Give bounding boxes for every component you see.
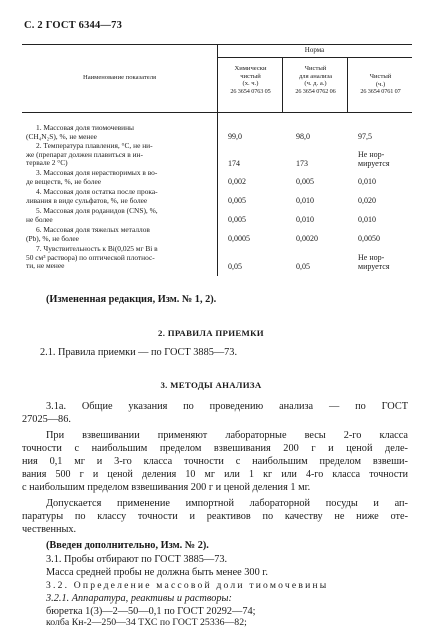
row-name-line: (Pb), %, не более	[26, 233, 79, 243]
paragraph-line	[46, 429, 408, 442]
paragraph-line: ния 0,1 мг и 3-го класса точности с наибольшим пределом взвеши-	[22, 456, 408, 467]
okp-code: 26 3654 0763 05	[230, 87, 271, 95]
table-cell: 0,002	[228, 177, 246, 186]
table-cell: 0,05	[228, 262, 242, 271]
row-name-line: 3. Массовая доля нерастворимых в во-	[36, 168, 158, 177]
table-cell: 0,005	[228, 196, 246, 205]
column-header-ch	[348, 73, 413, 96]
paragraph-line	[22, 442, 408, 455]
section-heading: 2. ПРАВИЛА ПРИЕМКИ	[158, 328, 264, 338]
paragraph-line: 3.1а. Общие указания по проведению анализа — по ГОСТ	[46, 401, 408, 412]
table-cell: 0,0050	[358, 234, 380, 243]
table-cell: 0,010	[358, 215, 376, 224]
row-name-line: не более	[26, 214, 53, 224]
row-name-line: ливания в виде сульфатов, %, не более	[26, 195, 148, 205]
table-cell: 0,05	[296, 262, 310, 271]
paragraph	[46, 400, 408, 413]
row-name-line: де веществ, %, не более	[26, 176, 102, 186]
paragraph-line: При взвешивании применяют лабораторные весы 2-го класса	[46, 430, 408, 441]
row-name-line: 5. Массовая доля роданидов (CNS), %,	[36, 206, 158, 215]
cell-line: мируется	[358, 261, 390, 271]
column-name-line: чистый	[240, 72, 261, 80]
table-row-name	[26, 142, 216, 168]
paragraph: 2.1. Правила приемки — по ГОСТ 3885—73.	[40, 347, 238, 358]
table-cell: 0,010	[358, 177, 376, 186]
indicators-table	[22, 44, 412, 276]
row-name-line: 6. Массовая доля тяжелых металлов	[36, 225, 150, 234]
column-name-line: Чистый	[304, 65, 327, 72]
row-name-line: тервале 2 °С)	[26, 158, 68, 167]
section-heading: 3. МЕТОДЫ АНАЛИЗА	[160, 380, 262, 390]
amendment-note: (Введен дополнительно, Изм. № 2).	[46, 540, 209, 551]
paragraph-line: чественных.	[22, 524, 77, 535]
paragraph-line: с наибольшим пределом взвешивания 200 г и ценой деления 1 мг.	[22, 482, 311, 493]
paragraph-line	[22, 455, 408, 468]
paragraph-line: 27025—86.	[22, 414, 71, 425]
table-cell: 97,5	[358, 132, 372, 141]
row-name-line: 1. Массовая доля тиомочевины	[36, 123, 134, 132]
row-name-line: 7. Чувствительность к Bi(0,025 мг Bi в	[36, 244, 158, 253]
table-cell: 0,005	[296, 177, 314, 186]
column-name-line: (х. ч.)	[242, 80, 259, 88]
table-row-name	[26, 207, 216, 224]
okp-code: 26 3654 0761 07	[360, 88, 401, 96]
table-cell	[358, 254, 390, 271]
paragraph-line: вания 500 г и ценой деления 10 мг или 1 кг или 4-го класса точности	[22, 469, 408, 480]
table-cell: 0,0020	[296, 234, 318, 243]
list-item: колба Кн-2—250—34 ТХС по ГОСТ 25336—82;	[46, 617, 247, 628]
row-name-line: ти, не менее	[26, 261, 65, 270]
paragraph-line: точности с наибольшим пределом взвешивания 200 г и ценой деле-	[22, 443, 408, 454]
running-head: С. 2 ГОСТ 6344—73	[24, 20, 123, 31]
column-name-line: для анализа	[298, 72, 333, 80]
cell-line: мируется	[358, 158, 390, 168]
table-cell: 173	[296, 159, 308, 168]
table-norma-rule	[217, 57, 412, 58]
table-cell: 0,020	[358, 196, 376, 205]
table-cell: 98,0	[296, 132, 310, 141]
table-cell: 0,005	[228, 215, 246, 224]
row-name-line: 2. Температура плавления, °С, не ни-	[36, 141, 153, 150]
table-header-name: Наименование показателя	[82, 74, 157, 81]
table-row-name	[26, 245, 216, 271]
column-name-line: Химически	[234, 65, 267, 72]
column-header-khch	[218, 65, 283, 95]
table-cell: 99,0	[228, 132, 242, 141]
cell-line: Не нор-	[358, 253, 385, 262]
paragraph-line	[22, 510, 408, 523]
subsection-heading: 3.2. Определение массовой доли тиомочевины	[46, 580, 329, 591]
table-row-name	[26, 169, 216, 186]
column-name-line: (ч.)	[375, 80, 386, 88]
table-row-name	[26, 124, 216, 141]
table-cell: 0,0005	[228, 234, 250, 243]
subsection-heading: 3.2.1. Аппаратура, реактивы и растворы:	[46, 593, 232, 604]
cell-line: Не нор-	[358, 150, 385, 159]
amendment-note: (Измененная редакция, Изм. № 1, 2).	[46, 294, 217, 305]
paragraph: Масса средней пробы не должна быть менее 300 г.	[46, 567, 268, 578]
row-name-line: же (препарат должен плавиться в ин-	[26, 149, 143, 159]
paragraph-line	[22, 468, 408, 481]
table-cell: 0,010	[296, 196, 314, 205]
row-name-line: 50 см³ раствора) по оптической плотнос-	[26, 252, 155, 262]
table-header-norma: Норма	[304, 46, 325, 54]
paragraph-line	[46, 497, 408, 510]
table-row-name	[26, 188, 216, 205]
table-cell: 0,010	[296, 215, 314, 224]
table-cell: 174	[228, 159, 240, 168]
paragraph: 3.1. Пробы отбирают по ГОСТ 3885—73.	[46, 554, 228, 565]
paragraph-line: Допускается применение импортной лабораторной посуды и ап-	[46, 498, 408, 509]
table-row-name	[26, 226, 216, 243]
column-name-line: Чистый	[369, 73, 392, 80]
column-header-chda	[283, 65, 348, 95]
list-item: бюретка 1(3)—2—50—0,1 по ГОСТ 20292—74;	[46, 606, 256, 617]
okp-code: 26 3654 0762 06	[295, 87, 336, 95]
column-name-line: (ч. д. а.)	[304, 80, 327, 88]
row-name-line: 4. Массовая доля остатка после прока-	[36, 187, 158, 196]
table-cell	[358, 151, 390, 168]
row-name-line: (CH₄N₂S), %, не менее	[26, 131, 97, 141]
paragraph-line: паратуры по классу точности и реактивов по качеству не ниже оте-	[22, 511, 408, 522]
